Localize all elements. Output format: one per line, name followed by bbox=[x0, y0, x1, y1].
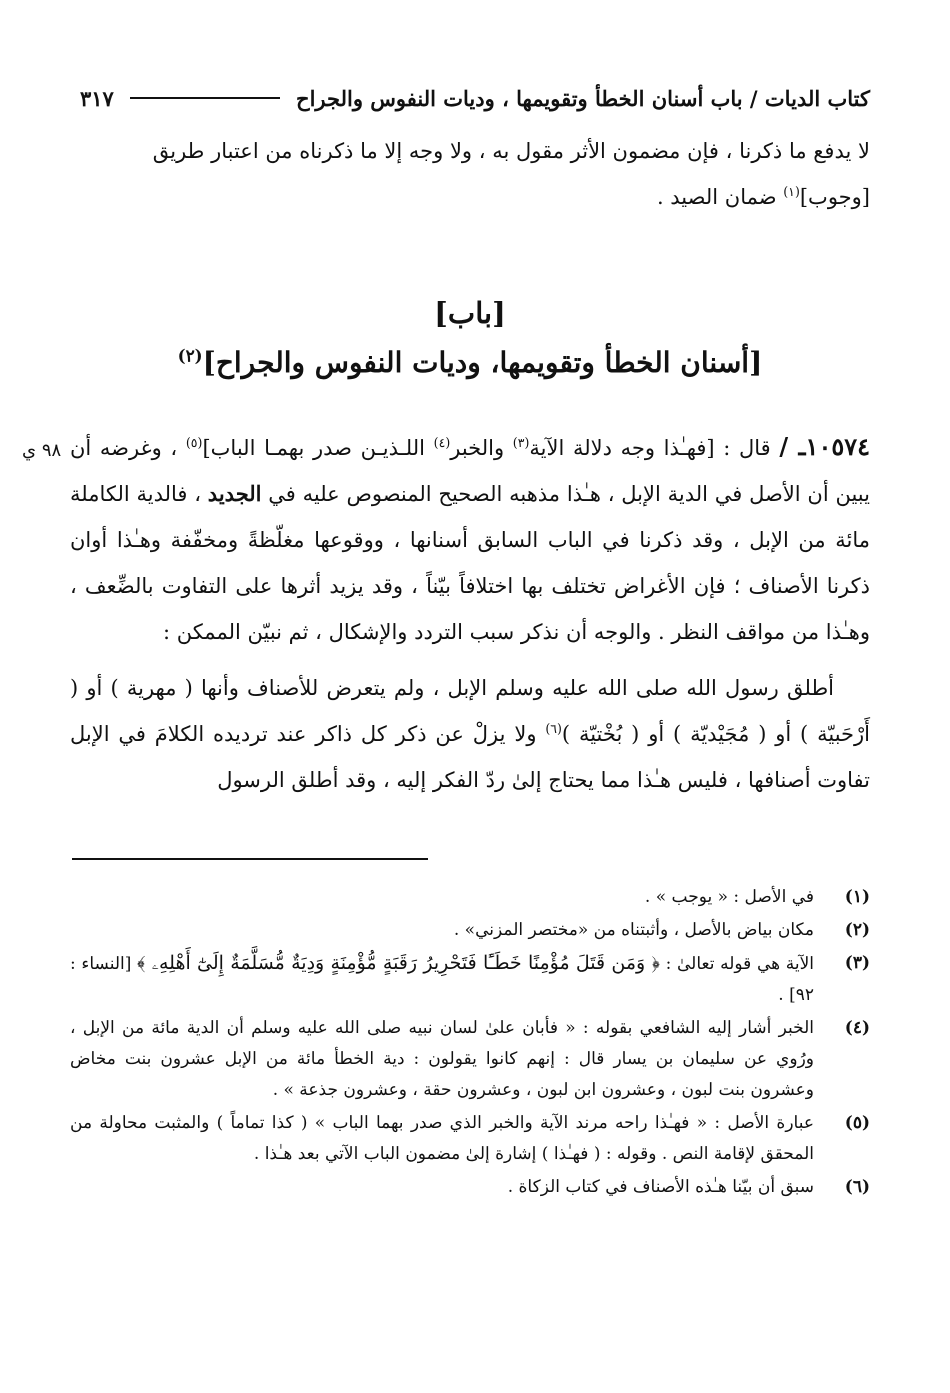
footnote-number: (٣) bbox=[844, 953, 870, 973]
intro-text bbox=[70, 128, 870, 220]
footnotes bbox=[70, 882, 870, 1205]
footnote bbox=[70, 1013, 870, 1106]
intro-line-2 bbox=[70, 174, 870, 220]
footnote-text: عبارة الأصل : « فهـٰذا راحه مرند الآية والخبر الذي صدر بهما الباب » ( كذا تماماً ) والمثبت محاولة من المحقق لإقامة النص . وقوله : ( فهـٰذا ) إشارة إلىٰ مضمون الباب الآتي بعد هـٰذا . bbox=[70, 1113, 814, 1164]
running-title: كتاب الديات / باب أسنان الخطأ وتقويمها ، وديات النفوس والجراح bbox=[296, 85, 870, 111]
paragraph-10574 bbox=[70, 424, 870, 655]
footnote-number: (١) bbox=[844, 887, 870, 907]
margin-note: ٩٨ ي bbox=[22, 440, 62, 461]
footnote-number: (٢) bbox=[844, 920, 870, 940]
intro-line-2-rest: ضمان الصيد . bbox=[656, 185, 784, 209]
footnote-text: سبق أن بيّنا هـٰذه الأصناف في كتاب الزكاة . bbox=[507, 1177, 814, 1197]
footnote-text: في الأصل : « يوجب » . bbox=[644, 887, 814, 907]
page-number: ٣١٧ bbox=[80, 85, 114, 111]
body-p1-d: ، وغرضه أن يبين أن الأصل في الدية الإبل ، هـٰذا مذهبه الصحيح المنصوص عليه في bbox=[70, 436, 870, 506]
footnote bbox=[70, 915, 870, 946]
footnote-3-ref: [النساء : ٩٢] . bbox=[70, 954, 814, 1005]
footnote-separator bbox=[72, 858, 428, 860]
chapter-label: [باب] bbox=[434, 296, 506, 330]
footnote-text bbox=[70, 948, 814, 1011]
intro-line-1: لا يدفع ما ذكرنا ، فإن مضمون الأثر مقول به ، ولا وجه إلا ما ذكرناه من اعتبار طريق bbox=[152, 139, 870, 163]
footnote-number: (٤) bbox=[844, 1018, 870, 1038]
paragraph-number: ١٠٥٧٤ـ / bbox=[779, 432, 870, 461]
footnote-number: (٥) bbox=[844, 1113, 870, 1133]
quran-quote: ﴿ وَمَن قَتَلَ مُؤْمِنًا خَطَـًٔا فَتَحْرِيرُ رَقَبَةٍ مُّؤْمِنَةٍ وَدِيَةٌ مُّسَلَّمَةٌ إِلَىٰٓ أَهْلِهِۦ ﴾ bbox=[137, 952, 660, 974]
paragraph-2 bbox=[70, 665, 870, 803]
chapter-title bbox=[70, 288, 870, 388]
footnote bbox=[70, 1172, 870, 1203]
footnote-ref-1: (١) bbox=[783, 184, 800, 199]
footnote-text: مكان بياض بالأصل ، وأثبتناه من «مختصر المزني» . bbox=[453, 920, 814, 940]
footnote-ref-3: (٣) bbox=[512, 435, 530, 450]
chapter-heading-text: [أسنان الخطأ وتقويمها، وديات النفوس والجراح] bbox=[202, 346, 763, 379]
body-p2-a: أطلق رسول الله صلى الله عليه وسلم الإبل ، ولم يتعرض للأصناف وأنها ( مهرية ) أو ( أَرْحَبيّة ) أو ( مُجَيْديّة ) أو ( بُخْتيّة ) bbox=[70, 676, 870, 746]
header-rule bbox=[130, 97, 280, 99]
footnote bbox=[70, 948, 870, 1011]
chapter-heading bbox=[70, 338, 870, 388]
footnote-3-intro: الآية هي قوله تعالىٰ : bbox=[659, 954, 814, 974]
intro-bracket-word: [وجوب] bbox=[799, 185, 870, 209]
footnote bbox=[70, 882, 870, 913]
footnote-number: (٦) bbox=[844, 1177, 870, 1197]
body-p1-c: اللـذيـن صدر بهمـا الباب] bbox=[202, 436, 434, 460]
body-p1-b: والخبر bbox=[450, 436, 513, 460]
footnote-ref-6: (٦) bbox=[545, 721, 562, 736]
footnote-ref-4: (٤) bbox=[433, 435, 451, 450]
footnote bbox=[70, 1108, 870, 1170]
body-p2-b: ولا يزلْ عن ذكر كل ذاكر عند ترديده الكلامَ في الإبل تفاوت أصنافها ، فليس هـٰذا مما يحتاج إلىٰ ردّ الفكر إليه ، وقد أطلق الرسول bbox=[70, 722, 870, 792]
page-header bbox=[70, 78, 870, 118]
body-p1-a: قال : [فهـٰذا وجه دلالة الآية bbox=[529, 436, 780, 460]
body-bold-term: الجديد bbox=[207, 481, 262, 506]
footnote-text: الخبر أشار إليه الشافعي بقوله : « فأبان علىٰ لسان نبيه صلى الله عليه وسلم أن الدية مائة من الإبل ، ورُوي عن سليمان بن يسار قال : إنهم كانوا يقولون : دية الخطأ مائة من الإبل عشرون بنت مخاض وعشرون بنت لبون ، وعشرون ابن لبون ، وعشرون حقة ، وعشرون جذعة » . bbox=[70, 1018, 814, 1100]
footnote-ref-2: (٢) bbox=[177, 345, 203, 366]
main-body bbox=[70, 424, 870, 803]
body-p1-e: ، فالدية الكاملة مائة من الإبل ، وقد ذكرنا في الباب السابق أسنانها ، ووقوعها مغلّظةً ومخفّفة وهـٰذا أوان ذكرنا الأصناف ؛ فإن الأغراض تختلف بها اختلافاً بيّناً ، وقد يزيد أثرها على التفاوت بالضِّعف ، وهـٰذا من مواقف النظر . والوجه أن نذكر سبب التردد والإشكال ، ثم نبيّن الممكن : bbox=[70, 482, 870, 644]
footnote-ref-5: (٥) bbox=[185, 435, 203, 450]
